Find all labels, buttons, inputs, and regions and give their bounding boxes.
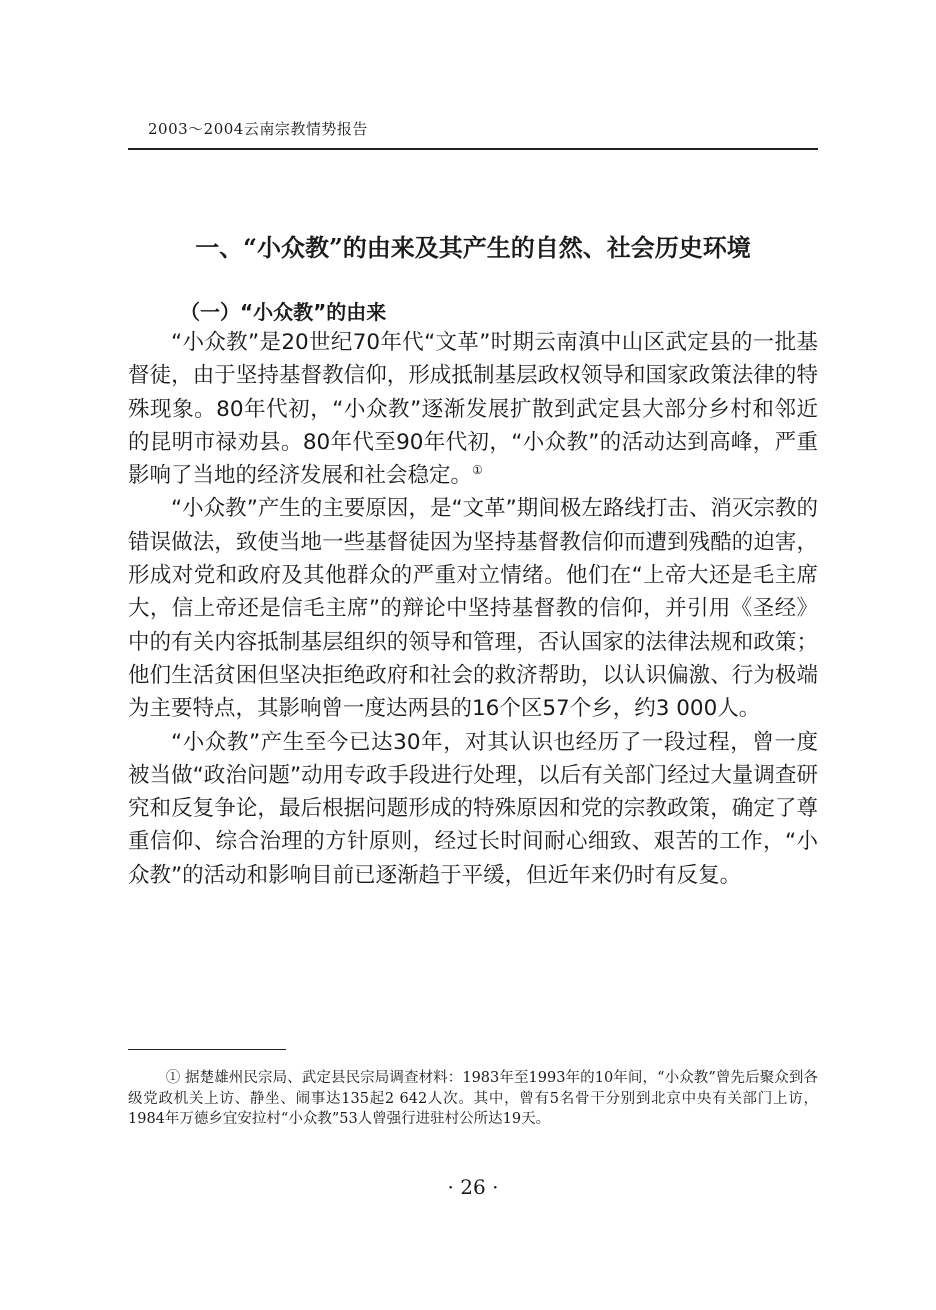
page-number: · 26 · [447, 1175, 499, 1199]
paragraph-3: “小众教”产生至今已达30年，对其认识也经历了一段过程，曾一度被当做“政治问题”动用专政手段进行处理，以后有关部门经过大量调查研究和反复争论，最后根据问题形成的特殊原因和党的宗教政策，确定了尊重信仰、综合治理的方针原则，经过长时间耐心细致、艰苦的工作，“小众教”的活动和影响目前已逐渐趋于平缓，但近年来仍时有反复。 [128, 729, 818, 888]
footnote-reference[interactable]: ① [472, 463, 483, 478]
body-text [128, 326, 818, 892]
paragraph-1 [128, 326, 818, 492]
header-rule [128, 148, 818, 150]
subsection-title: （一）“小众教”的由来 [180, 300, 387, 324]
footnote-rule [128, 1049, 286, 1050]
footnote-text: ① 据楚雄州民宗局、武定县民宗局调查材料：1983年至1993年的10年间，“小众教”曾先后聚众到各级党政机关上访、静坐、闹事达135起2 642人次。其中，曾有5名骨干分别到北京中央有关部门上访，1984年万德乡宜安拉村“小众教”53人曾强行进驻村公所达19天。 [128, 1070, 818, 1127]
footnote [128, 1068, 818, 1130]
running-header: 2003～2004云南宗教情势报告 [148, 120, 368, 138]
paragraph-1-text: “小众教”是20世纪70年代“文革”时期云南滇中山区武定县的一批基督徒，由于坚持基督教信仰，形成抵制基层政权领导和国家政策法律的特殊现象。80年代初，“小众教”逐渐发展扩散到武定县大部分乡村和邻近的昆明市禄劝县。80年代至90年代初，“小众教”的活动达到高峰，严重影响了当地的经济发展和社会稳定。 [128, 330, 818, 489]
section-title: 一、“小众教”的由来及其产生的自然、社会历史环境 [195, 233, 751, 262]
paragraph-2: “小众教”产生的主要原因，是“文革”期间极左路线打击、消灭宗教的错误做法，致使当地一些基督徒因为坚持基督教信仰而遭到残酷的迫害，形成对党和政府及其他群众的严重对立情绪。他们在“上帝大还是毛主席大，信上帝还是信毛主席”的辩论中坚持基督教的信仰，并引用《圣经》中的有关内容抵制基层组织的领导和管理，否认国家的法律法规和政策；他们生活贫困但坚决拒绝政府和社会的救济帮助，以认识偏激、行为极端为主要特点，其影响曾一度达两县的16个区57个乡，约3 000人。 [128, 496, 818, 722]
